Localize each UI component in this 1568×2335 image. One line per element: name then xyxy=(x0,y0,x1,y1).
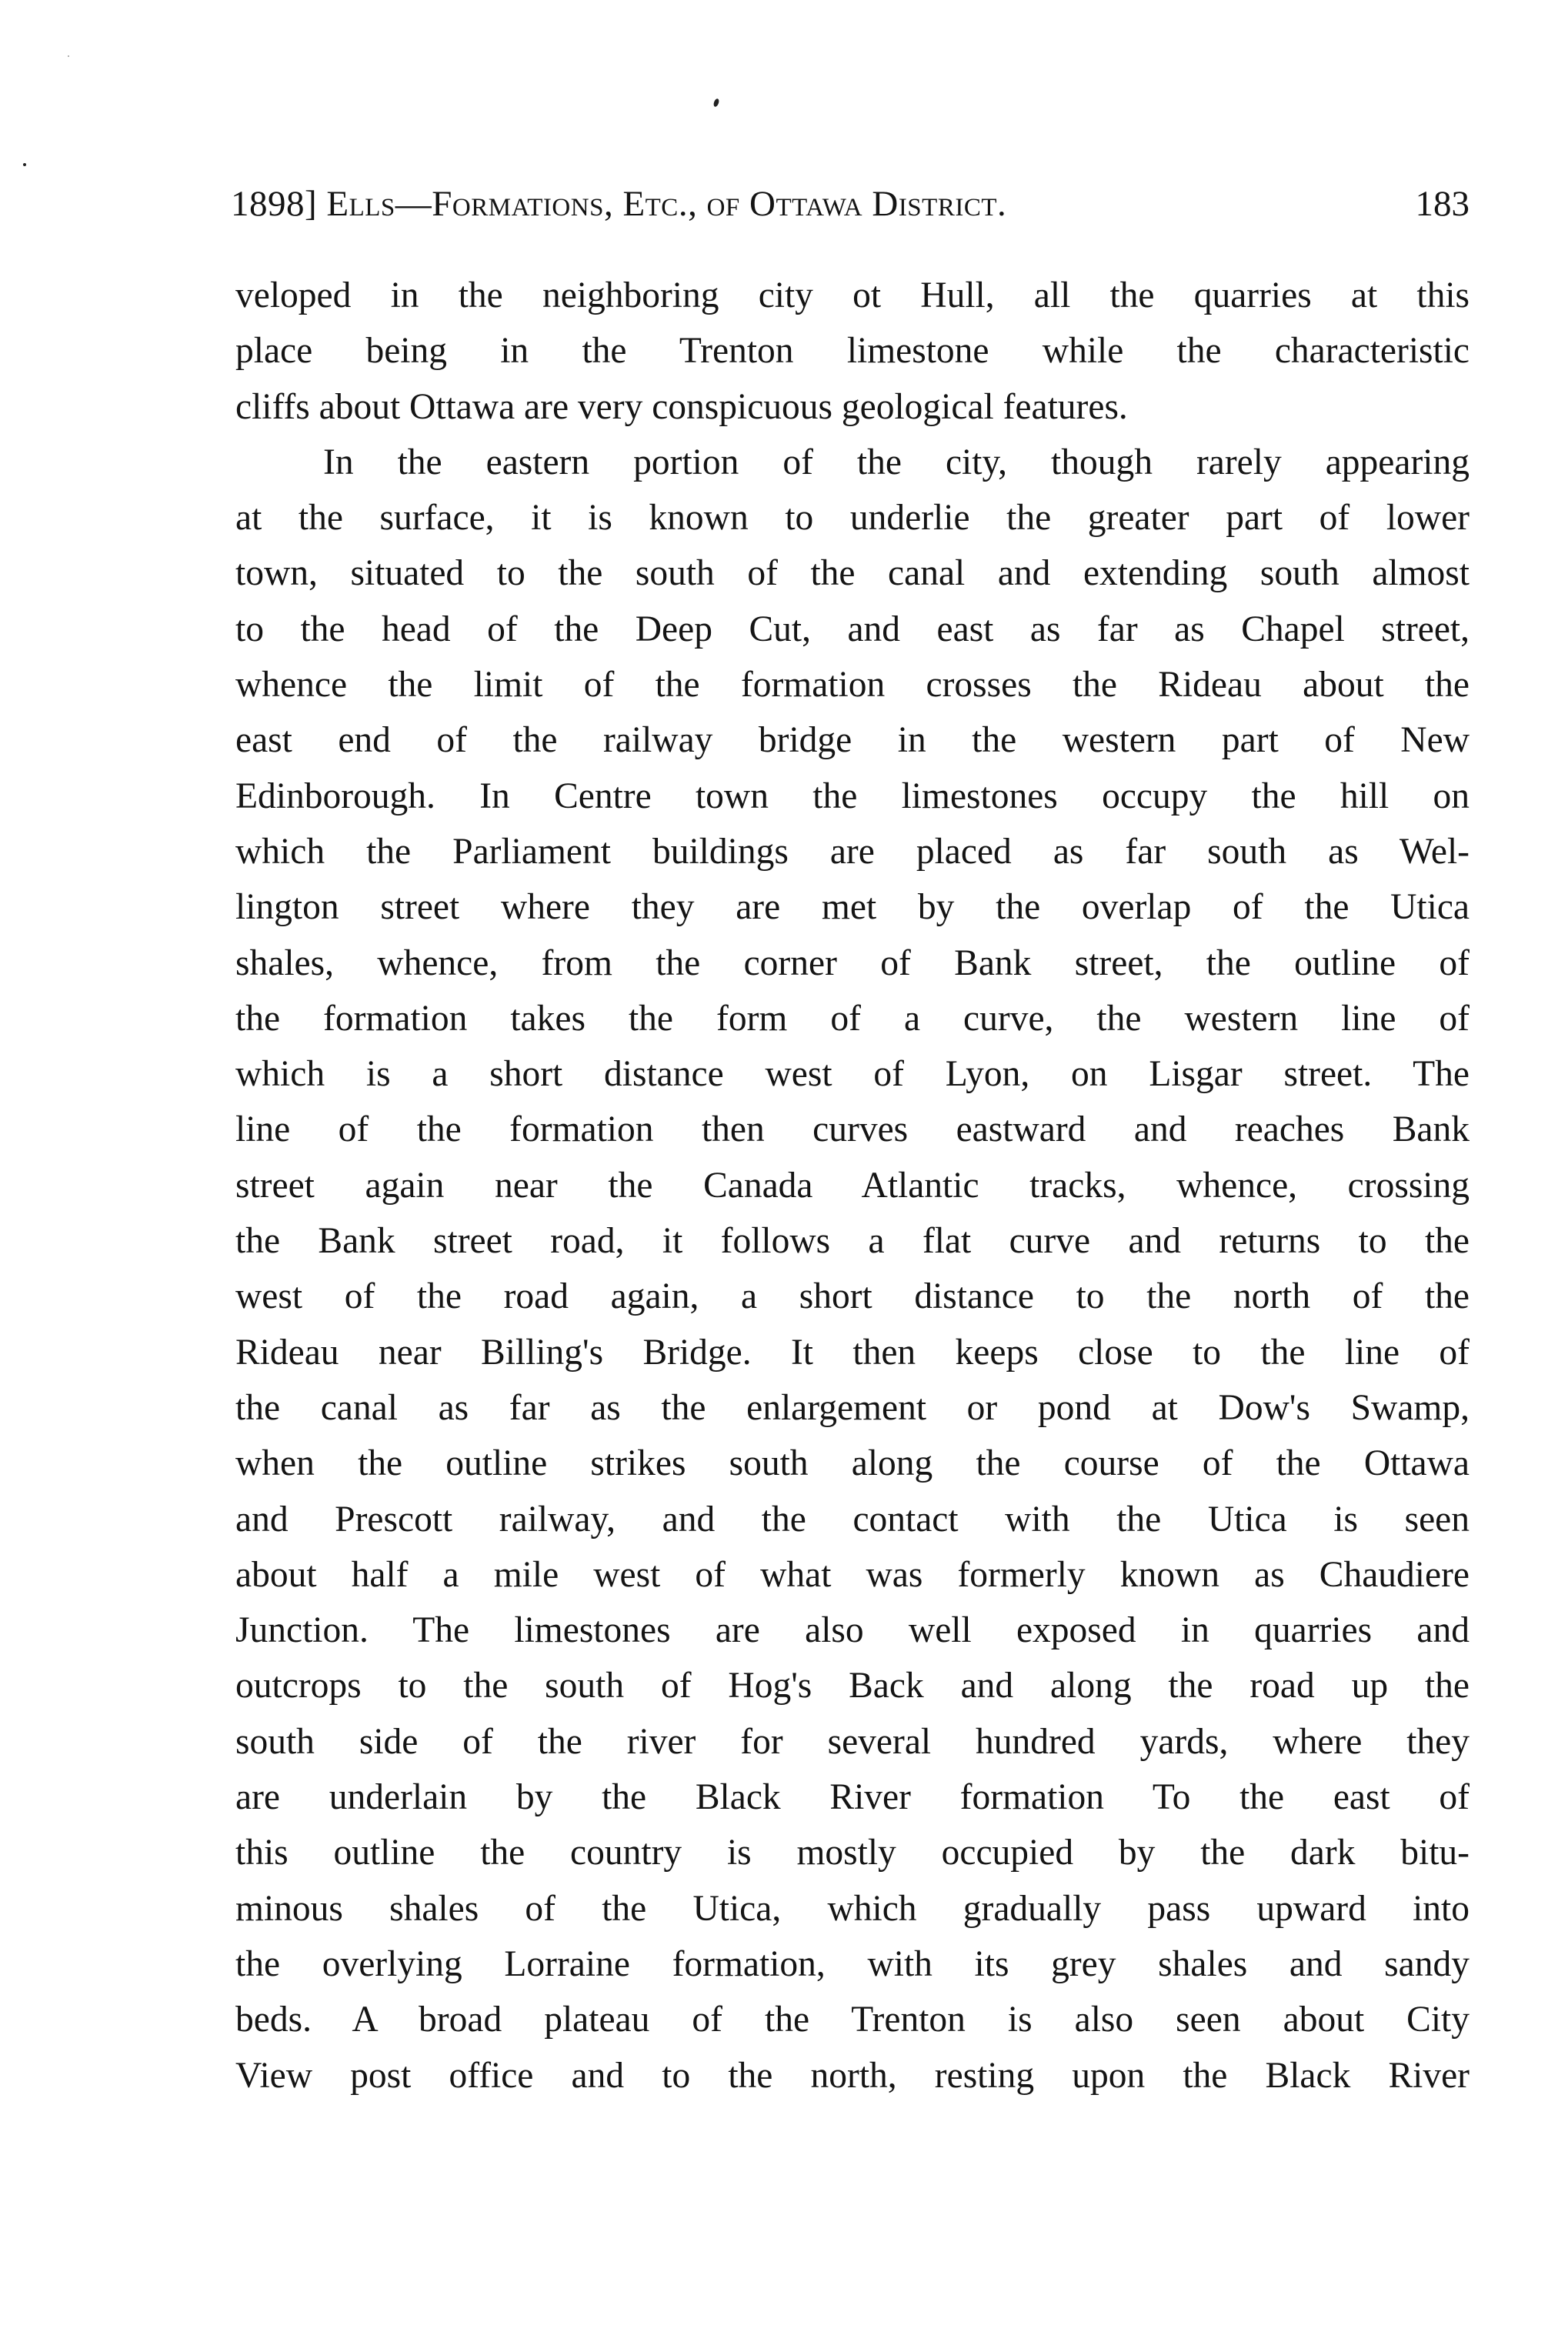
text-line: shales, whence, from the corner of Bank street, the outline of xyxy=(235,942,1470,983)
ink-speck xyxy=(712,98,719,107)
text-line: and Prescott railway, and the contact with the Utica is seen xyxy=(235,1499,1470,1539)
text-line: outcrops to the south of Hog's Back and along the road up the xyxy=(235,1666,1470,1706)
text-line: when the outline strikes south along the course of the Ottawa xyxy=(235,1443,1470,1484)
text-line: which the Parliament buildings are placed as far south as Wel- xyxy=(235,831,1470,872)
text-line: lington street where they are met by the overlap of the Utica xyxy=(235,887,1470,928)
text-line: east end of the railway bridge in the western part of New xyxy=(235,720,1470,761)
text-line: west of the road again, a short distance to the north of the xyxy=(235,1276,1470,1317)
ink-speck xyxy=(68,55,69,57)
text-line: line of the formation then curves eastward and reaches Bank xyxy=(235,1109,1470,1150)
text-line: veloped in the neighboring city ot Hull, all the quarries at this xyxy=(235,275,1470,315)
text-line: at the surface, it is known to underlie the greater part of lower xyxy=(235,498,1470,539)
running-title: 1898] Ells—Formations, Etc., of Ottawa District. xyxy=(231,184,1007,224)
text-line: the formation takes the form of a curve, the western line of xyxy=(235,998,1470,1039)
running-header xyxy=(231,177,1470,231)
text-line: Edinborough. In Centre town the limestones occupy the hill on xyxy=(235,776,1470,816)
text-line: In the eastern portion of the city, though rarely appearing xyxy=(323,442,1470,482)
text-line: beds. A broad plateau of the Trenton is also seen about City xyxy=(235,2000,1470,2040)
paragraph-continued xyxy=(235,268,1470,435)
text-line: the Bank street road, it follows a flat curve and returns to the xyxy=(235,1221,1470,1262)
text-line: town, situated to the south of the canal and extending south almost xyxy=(235,553,1470,594)
page-number: 183 xyxy=(1415,184,1470,224)
text-line: Rideau near Billing's Bridge. It then keeps close to the line of xyxy=(235,1332,1470,1373)
text-line: street again near the Canada Atlantic tracks, whence, crossing xyxy=(235,1165,1470,1206)
text-line: this outline the country is mostly occupied by the dark bitu- xyxy=(235,1833,1470,1873)
ink-speck xyxy=(23,163,26,166)
text-line: to the head of the Deep Cut, and east as far as Chapel street, xyxy=(235,609,1470,649)
text-line: Junction. The limestones are also well exposed in quarries and xyxy=(235,1610,1470,1651)
text-line: are underlain by the Black River formation To the east of xyxy=(235,1777,1470,1818)
text-line: whence the limit of the formation crosses the Rideau about the xyxy=(235,665,1470,706)
text-line: cliffs about Ottawa are very conspicuous geological features. xyxy=(235,386,1128,427)
text-line: the overlying Lorraine formation, with its grey shales and sandy xyxy=(235,1943,1470,1984)
text-line: minous shales of the Utica, which gradually pass upward into xyxy=(235,1888,1470,1929)
text-line: about half a mile west of what was formerly known as Chaudiere xyxy=(235,1554,1470,1595)
paragraph xyxy=(235,435,1470,2103)
text-line: the canal as far as the enlargement or pond at Dow's Swamp, xyxy=(235,1387,1470,1428)
text-line: place being in the Trenton limestone while the characteristic xyxy=(235,331,1470,372)
text-line: south side of the river for several hundred yards, where they xyxy=(235,1721,1470,1762)
text-line: View post office and to the north, resting upon the Black River xyxy=(235,2055,1470,2096)
text-line: which is a short distance west of Lyon, on Lisgar street. The xyxy=(235,1054,1470,1095)
body-text xyxy=(235,268,1470,2103)
